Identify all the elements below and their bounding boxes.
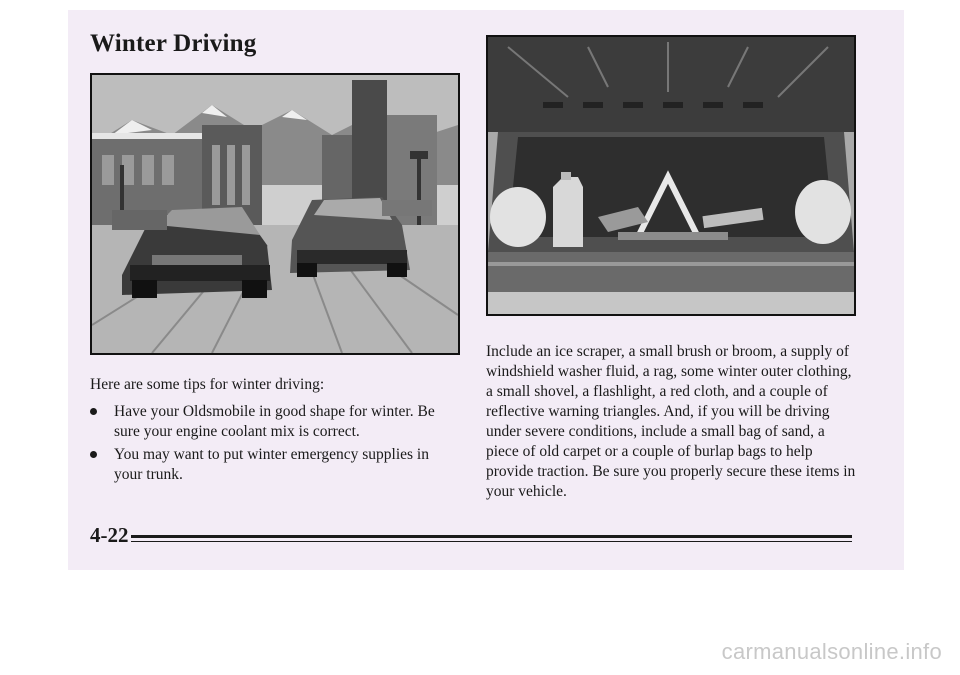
bullet-icon bbox=[90, 408, 97, 415]
footer-rule-thin bbox=[131, 541, 852, 542]
winter-street-illustration bbox=[90, 73, 460, 355]
winter-tips-intro: Here are some tips for winter driving: bbox=[90, 376, 325, 393]
section-title: Winter Driving bbox=[90, 30, 257, 57]
list-item-text: Have your Oldsmobile in good shape for winter. Be sure your engine coolant mix is correct. bbox=[114, 403, 435, 440]
bullet-icon bbox=[90, 451, 97, 458]
footer-rule bbox=[131, 535, 852, 538]
site-watermark: carmanualsonline.info bbox=[721, 639, 942, 664]
trunk-supplies-illustration bbox=[486, 35, 856, 316]
emergency-supplies-paragraph: Include an ice scraper, a small brush or broom, a supply of windshield washer fluid, a rag, some winter outer clothing, a small shovel, a flashlight, a red cloth, and a couple of reflective warning triangles. And, if you will be driving under severe conditions, include a small bag of sand, a piece of old carpet or a couple of burlap bags to help provide traction. Be sure you properly secure these items in your vehicle. bbox=[486, 343, 856, 500]
page-number: 4-22 bbox=[90, 523, 129, 547]
list-item-text: You may want to put winter emergency supplies in your trunk. bbox=[114, 446, 429, 483]
